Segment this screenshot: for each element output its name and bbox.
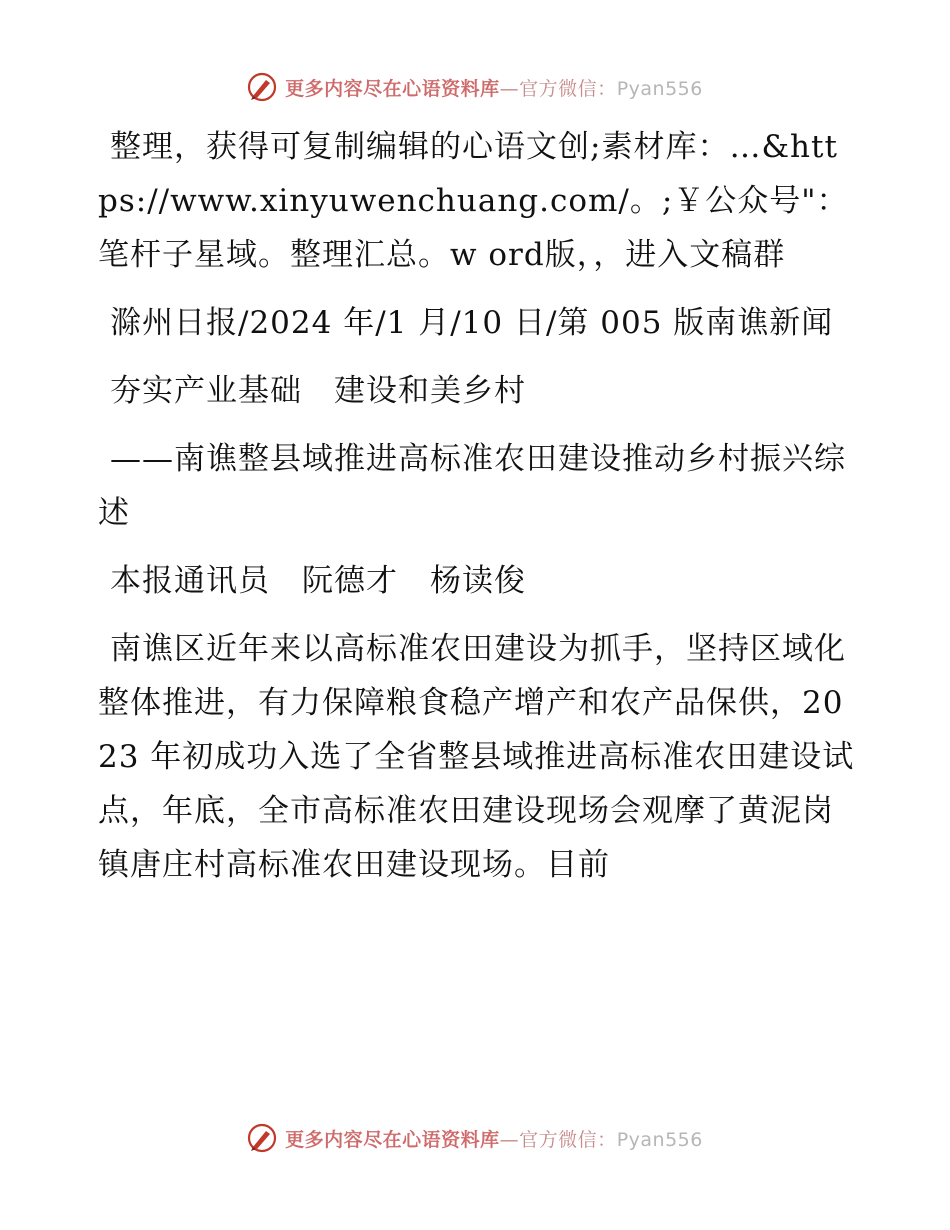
article-subtitle: ——南谯整县域推进高标准农田建设推动乡村振兴综述 <box>98 441 846 531</box>
watermark-wechat-id: Pyan556 <box>616 77 703 100</box>
header-watermark <box>0 72 950 102</box>
intro-paragraph: 整理，获得可复制编辑的心语文创;素材库：…&https://www.xinyuwenchuang.com/。;￥公众号"：笔杆子星域。整理汇总。w ord版，，进入文稿群 <box>98 129 849 273</box>
source-line: 滁州日报/2024 年/1 月/10 日/第 005 版南谯新闻 <box>110 305 834 341</box>
watermark-wechat-label: 官方微信： <box>519 77 617 100</box>
article-title: 夯实产业基础 建设和美乡村 <box>110 373 526 409</box>
watermark-main-text: 更多内容尽在心语资料库 <box>285 77 500 100</box>
watermark-dash: — <box>499 1128 520 1151</box>
document-body <box>98 120 858 906</box>
watermark-text <box>285 1125 703 1152</box>
pen-logo-icon <box>247 72 277 102</box>
pen-logo-icon <box>247 1123 277 1153</box>
watermark-dash: — <box>499 77 520 100</box>
footer-watermark <box>0 1123 950 1153</box>
article-body-paragraph: 南谯区近年来以高标准农田建设为抓手，坚持区域化整体推进，有力保障粮食稳产增产和农产品保供，2023 年初成功入选了全省整县域推进高标准农田建设试点，年底，全市高标准农田建设现场会观摩了黄泥岗镇唐庄村高标准农田建设现场。目前 <box>98 631 855 883</box>
article-byline: 本报通讯员 阮德才 杨读俊 <box>110 563 526 599</box>
watermark-wechat-label: 官方微信： <box>519 1128 617 1151</box>
watermark-text <box>285 74 703 101</box>
watermark-wechat-id: Pyan556 <box>616 1128 703 1151</box>
watermark-main-text: 更多内容尽在心语资料库 <box>285 1128 500 1151</box>
